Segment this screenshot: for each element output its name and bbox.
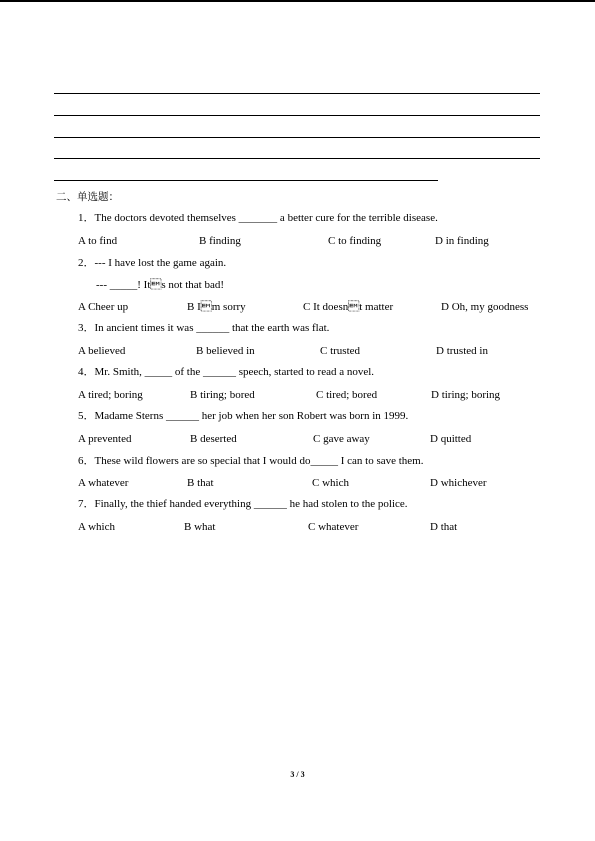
option-d: D Oh, my goodness — [441, 301, 529, 313]
option-b: B tiring; bored — [190, 389, 255, 401]
option-a: A whatever — [78, 477, 129, 489]
option-c: C trusted — [320, 345, 361, 357]
option-a: A which — [78, 521, 115, 533]
option-b: B finding — [199, 235, 241, 247]
option-a: A Cheer up — [78, 301, 129, 313]
option-d: D whichever — [430, 477, 487, 489]
option-c: C It doesnt matter — [303, 301, 394, 313]
answer-line — [54, 180, 438, 181]
option-b: B believed in — [196, 345, 255, 357]
option-b: B what — [184, 521, 216, 533]
page-top-border — [0, 0, 595, 2]
question-stem: 5．Madame Sterns ______ her job when her son Robert was born in 1999. — [78, 410, 409, 422]
option-d: D trusted in — [436, 345, 488, 357]
option-c: C to finding — [328, 235, 382, 247]
option-b: B that — [187, 477, 214, 489]
question-stem: 3．In ancient times it was ______ that the earth was flat. — [78, 322, 330, 334]
question-stem: 2．--- I have lost the game again. — [78, 257, 227, 269]
answer-line — [54, 115, 540, 116]
option-a: A tired; boring — [78, 389, 143, 401]
option-d: D in finding — [435, 235, 489, 247]
option-c: C whatever — [308, 521, 359, 533]
question-stem: 4．Mr. Smith, _____ of the ______ speech, started to read a novel. — [78, 366, 375, 378]
question-stem: 1．The doctors devoted themselves _______ a better cure for the terrible disease. — [78, 212, 438, 224]
question-stem: 7．Finally, the thief handed everything ______ he had stolen to the police. — [78, 498, 408, 510]
option-c: C which — [312, 477, 349, 489]
option-b: B Im sorry — [187, 301, 246, 313]
page-number: 3 / 3 — [290, 770, 305, 779]
option-d: D quitted — [430, 433, 472, 445]
answer-line — [54, 93, 540, 94]
option-c: C gave away — [313, 433, 370, 445]
option-d: D tiring; boring — [431, 389, 501, 401]
option-a: A to find — [78, 235, 118, 247]
answer-line — [54, 137, 540, 138]
answer-line — [54, 158, 540, 159]
section-title: 二、单选题： — [56, 191, 119, 203]
question-stem: 6．These wild flowers are so special that I would do_____ I can to save them. — [78, 455, 424, 467]
option-d: D that — [430, 521, 458, 533]
option-a: A prevented — [78, 433, 132, 445]
option-a: A believed — [78, 345, 126, 357]
option-c: C tired; bored — [316, 389, 378, 401]
option-b: B deserted — [190, 433, 237, 445]
question-stem-continued: --- _____! Its not that bad! — [96, 279, 224, 291]
